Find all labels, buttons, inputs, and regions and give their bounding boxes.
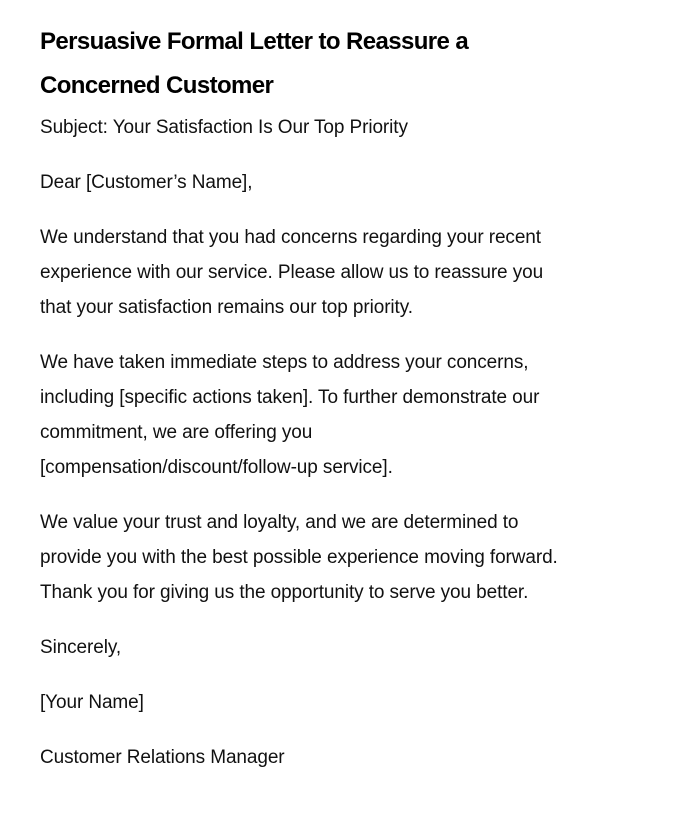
title-line: Persuasive Formal Letter to Reassure a (40, 28, 469, 55)
paragraph-line: [compensation/discount/follow-up service]. (40, 457, 393, 478)
subject-line: Subject: Your Satisfaction Is Our Top Priority (40, 117, 408, 138)
signature-name: [Your Name] (40, 692, 144, 713)
spacer (40, 610, 660, 630)
spacer (40, 485, 660, 505)
letter-document (40, 20, 660, 775)
spacer (40, 200, 660, 220)
spacer (40, 665, 660, 685)
paragraph-line: Thank you for giving us the opportunity to serve you better. (40, 582, 529, 603)
spacer (40, 720, 660, 740)
salutation: Dear [Customer’s Name], (40, 172, 253, 193)
paragraph-line: commitment, we are offering you (40, 422, 313, 443)
paragraph-line: including [specific actions taken]. To further demonstrate our (40, 387, 540, 408)
paragraph-line: experience with our service. Please allow us to reassure you (40, 262, 544, 283)
paragraph-line: We value your trust and loyalty, and we are determined to (40, 512, 519, 533)
paragraph-line: We have taken immediate steps to address your concerns, (40, 352, 529, 373)
paragraph-line: We understand that you had concerns regarding your recent (40, 227, 541, 248)
body-paragraph-2 (40, 345, 660, 485)
body-paragraph-3 (40, 505, 660, 610)
body-paragraph-1 (40, 220, 660, 325)
spacer (40, 145, 660, 165)
spacer (40, 325, 660, 345)
paragraph-line: provide you with the best possible experience moving forward. (40, 547, 558, 568)
page-title (40, 20, 660, 108)
signature-title: Customer Relations Manager (40, 747, 285, 768)
closing: Sincerely, (40, 637, 122, 658)
paragraph-line: that your satisfaction remains our top priority. (40, 297, 413, 318)
title-line: Concerned Customer (40, 72, 274, 99)
